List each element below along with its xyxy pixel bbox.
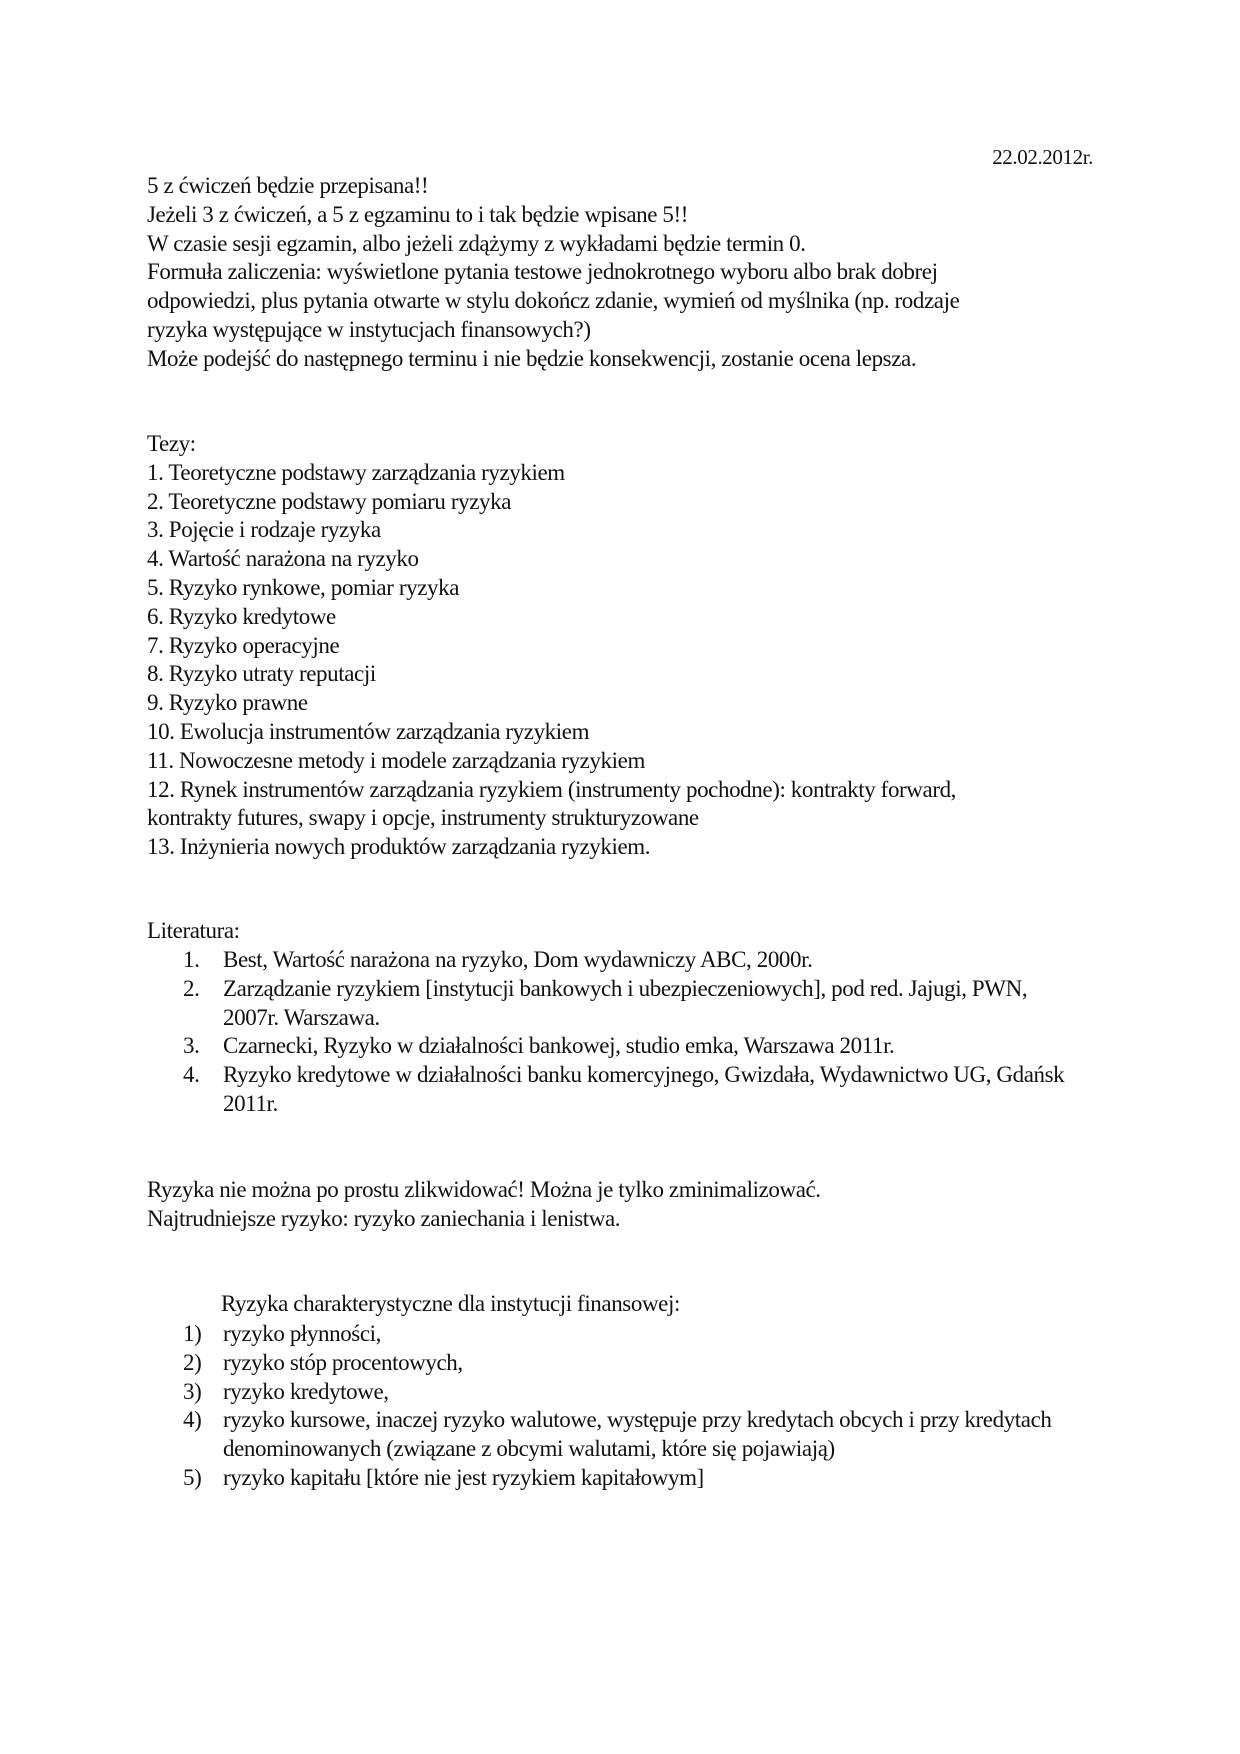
document-date: 22.02.2012r. <box>992 145 1093 169</box>
item-number: 2. <box>183 975 200 1001</box>
literatura-item <box>183 946 1073 975</box>
item-text: ryzyko stóp procentowych, <box>223 1349 463 1375</box>
intro-line: Jeżeli 3 z ćwiczeń, a 5 z egzaminu to i tak będzie wpisane 5!! <box>147 201 689 227</box>
tezy-line: 5. Ryzyko rynkowe, pomiar ryzyka <box>147 574 460 600</box>
literatura-item <box>183 975 1073 1033</box>
item-number: 1. <box>183 947 200 972</box>
ryzyka-item <box>183 1378 1073 1407</box>
note-line: Najtrudniejsze ryzyko: ryzyko zaniechania i lenistwa. <box>147 1205 621 1231</box>
tezy-line: 6. Ryzyko kredytowe <box>147 603 336 629</box>
tezy-line: 8. Ryzyko utraty reputacji <box>147 661 376 687</box>
literatura-item <box>183 1061 1073 1119</box>
tezy-line: 3. Pojęcie i rodzaje ryzyka <box>147 517 381 543</box>
tezy-line: 13. Inżynieria nowych produktów zarządzania ryzykiem. <box>147 834 651 860</box>
ryzyka-item <box>183 1320 1073 1349</box>
intro-line: ryzyka występujące w instytucjach finansowych?) <box>147 316 591 342</box>
note-line: Ryzyka nie można po prostu zlikwidować! Można je tylko zminimalizować. <box>147 1177 821 1202</box>
item-number: 4. <box>183 1062 200 1088</box>
item-number: 4) <box>183 1407 202 1433</box>
intro-line: Może podejść do następnego terminu i nie będzie konsekwencji, zostanie ocena lepsza. <box>147 345 917 371</box>
item-text: ryzyko kapitału [które nie jest ryzykiem kapitałowym] <box>223 1464 704 1490</box>
item-number: 1) <box>183 1321 202 1346</box>
item-number: 2) <box>183 1349 202 1375</box>
ryzyka-item <box>183 1406 1073 1464</box>
intro-paragraph <box>147 172 1097 374</box>
literatura-list <box>183 946 1073 1119</box>
tezy-line: 7. Ryzyko operacyjne <box>147 632 340 658</box>
intro-line: 5 z ćwiczeń będzie przepisana!! <box>147 173 429 198</box>
tezy-line: 10. Ewolucja instrumentów zarządzania ryzykiem <box>147 718 590 744</box>
item-text: ryzyko kursowe, inaczej ryzyko walutowe, występuje przy kredytach obcych i przy kredytach denominowanych (związane z obcymi walutami, które się pojawiają) <box>223 1407 1052 1462</box>
item-number: 3. <box>183 1033 200 1059</box>
intro-line: odpowiedzi, plus pytania otwarte w stylu dokończ zdanie, wymień od myślnika (np. rodzaje <box>147 288 960 314</box>
tezy-line: kontrakty futures, swapy i opcje, instrumenty strukturyzowane <box>147 805 699 831</box>
item-text: Ryzyko kredytowe w działalności banku komercyjnego, Gwizdała, Wydawnictwo UG, Gdańsk 2011r. <box>223 1062 1065 1116</box>
intro-line: Formuła zaliczenia: wyświetlone pytania testowe jednokrotnego wyboru albo brak dobrej <box>147 259 938 285</box>
tezy-line: 11. Nowoczesne metody i modele zarządzania ryzykiem <box>147 747 645 773</box>
tezy-line: 12. Rynek instrumentów zarządzania ryzykiem (instrumenty pochodne): kontrakty forward, <box>147 776 957 802</box>
item-number: 3) <box>183 1378 202 1404</box>
item-text: Czarnecki, Ryzyko w działalności bankowej, studio emka, Warszawa 2011r. <box>223 1033 895 1059</box>
tezy-line: 1. Teoretyczne podstawy zarządzania ryzykiem <box>147 459 565 485</box>
ryzyka-item <box>183 1349 1073 1378</box>
ryzyka-list <box>183 1320 1073 1493</box>
tezy-line: 2. Teoretyczne podstawy pomiaru ryzyka <box>147 488 512 514</box>
tezy-line: 9. Ryzyko prawne <box>147 690 308 716</box>
tezy-section <box>147 430 1097 862</box>
item-text: Best, Wartość narażona na ryzyko, Dom wydawniczy ABC, 2000r. <box>223 947 813 972</box>
literatura-item <box>183 1032 1073 1061</box>
intro-line: W czasie sesji egzamin, albo jeżeli zdążymy z wykładami będzie termin 0. <box>147 230 806 256</box>
item-text: ryzyko kredytowe, <box>223 1378 389 1404</box>
tezy-line: 4. Wartość narażona na ryzyko <box>147 546 419 572</box>
ryzyka-heading: Ryzyka charakterystyczne dla instytucji finansowej: <box>221 1291 680 1316</box>
ryzyka-item <box>183 1464 1073 1493</box>
item-text: Zarządzanie ryzykiem [instytucji bankowych i ubezpieczeniowych], pod red. Jajugi, PWN, 2007r. Warszawa. <box>223 975 1028 1030</box>
tezy-heading: Tezy: <box>147 431 196 456</box>
item-number: 5) <box>183 1464 202 1490</box>
item-text: ryzyko płynności, <box>223 1321 382 1346</box>
notes <box>147 1176 1097 1234</box>
literatura-heading: Literatura: <box>147 918 240 943</box>
